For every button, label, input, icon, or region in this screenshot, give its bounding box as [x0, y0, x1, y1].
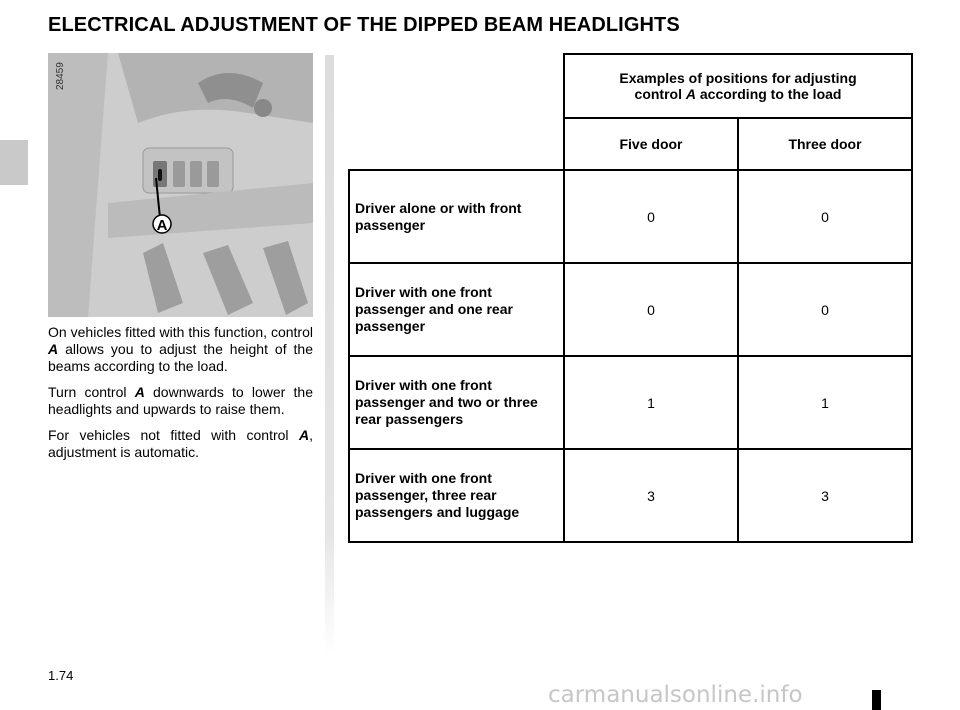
column-divider: [325, 55, 334, 655]
three-door-value: 1: [738, 356, 912, 449]
table-row: [349, 170, 912, 263]
paragraph-2: Turn control A downwards to lower the headlights and upwards to raise them.: [48, 384, 313, 417]
watermark: carmanualsonline.info: [548, 682, 803, 708]
page-number: 1.74: [48, 668, 74, 683]
paragraph-3: For vehicles not fitted with control A, adjustment is automatic.: [48, 427, 313, 460]
column-five-door: Five door: [564, 118, 738, 170]
page-title: ELECTRICAL ADJUSTMENT OF THE DIPPED BEAM HEADLIGHTS: [48, 14, 680, 36]
three-door-value: 3: [738, 449, 912, 542]
callout-a-label: A: [156, 217, 168, 234]
paragraph-1: On vehicles fitted with this function, control A allows you to adjust the height of the beams according to the load.: [48, 324, 313, 374]
row-label: Driver with one front passenger, three rear passengers and luggage: [349, 449, 564, 542]
table-row: [349, 263, 912, 356]
table-header: Examples of positions for adjusting control A according to the load: [564, 54, 912, 118]
three-door-value: 0: [738, 170, 912, 263]
five-door-value: 0: [564, 263, 738, 356]
table-row: [349, 356, 912, 449]
row-label: Driver with one front passenger and one rear passenger: [349, 263, 564, 356]
dashboard-illustration: [48, 53, 313, 317]
row-label: Driver with one front passenger and two or three rear passengers: [349, 356, 564, 449]
row-label: Driver alone or with front passenger: [349, 170, 564, 263]
body-text: [48, 324, 313, 470]
five-door-value: 1: [564, 356, 738, 449]
five-door-value: 0: [564, 170, 738, 263]
figure-code: 28459: [55, 62, 66, 90]
load-adjustment-table: [348, 53, 913, 543]
five-door-value: 3: [564, 449, 738, 542]
three-door-value: 0: [738, 263, 912, 356]
column-three-door: Three door: [738, 118, 912, 170]
section-tab: [0, 140, 28, 185]
corner-marker: [872, 690, 881, 710]
table-row: [349, 449, 912, 542]
